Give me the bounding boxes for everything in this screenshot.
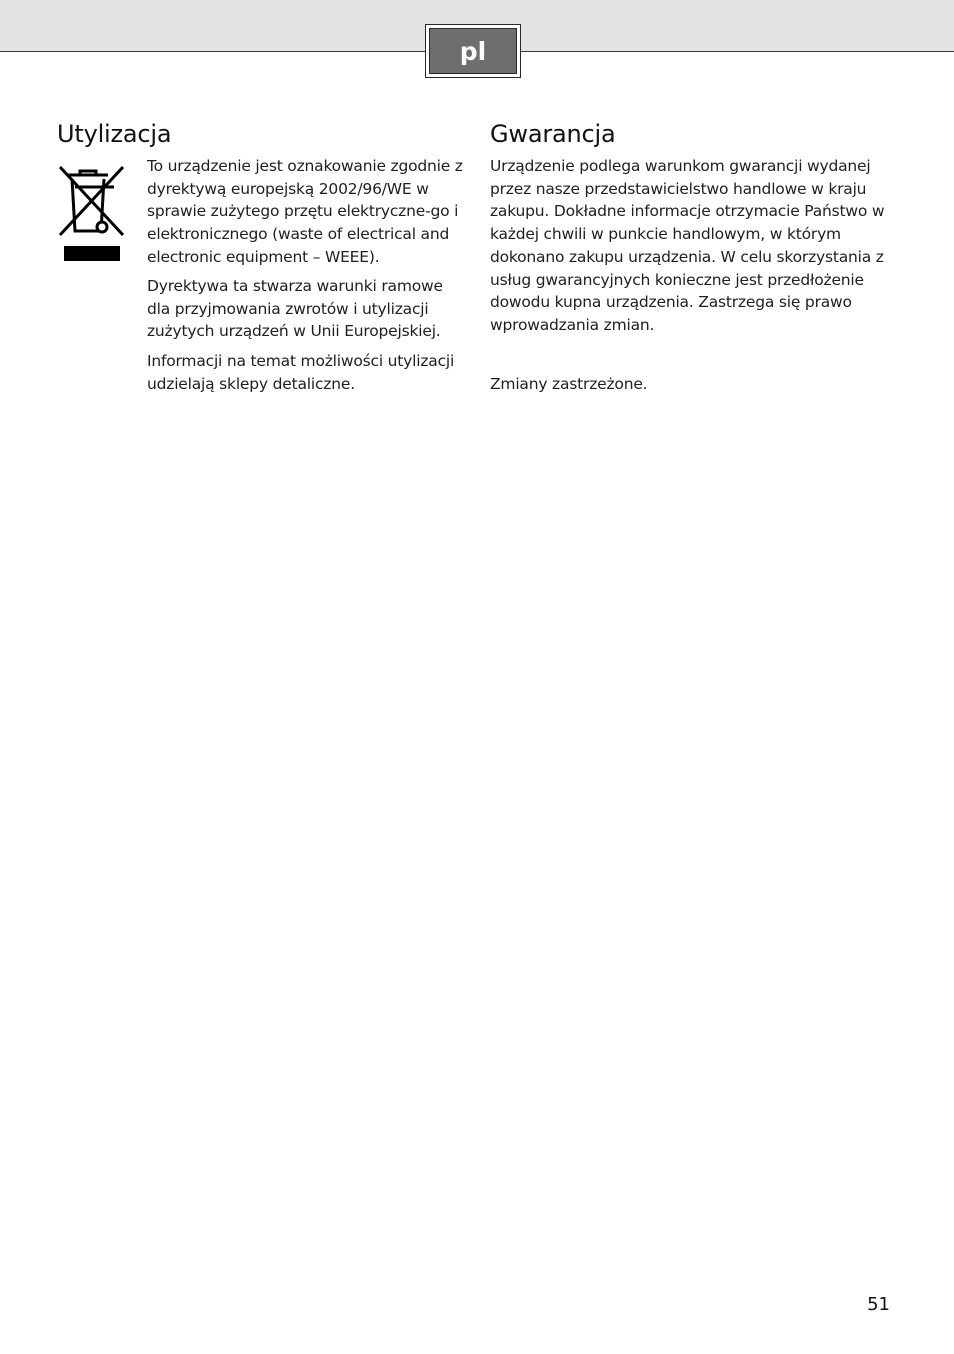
crossed-out-wheelie-bin-icon — [58, 165, 126, 263]
warranty-note: Zmiany zastrzeżone. — [490, 375, 648, 393]
page-number: 51 — [867, 1294, 890, 1315]
disposal-paragraph-2: Dyrektywa ta stwarza warunki ramowe dla przyjmowania zwrotów i utylizacji zużytych urządzeń w Unii Europejskiej. — [147, 277, 443, 341]
warranty-heading: Gwarancja — [490, 120, 616, 148]
language-tab-label: pl — [429, 28, 517, 74]
disposal-heading: Utylizacja — [57, 120, 172, 148]
disposal-paragraph-3: Informacji na temat możliwości utylizacji udzielają sklepy detaliczne. — [147, 352, 455, 393]
language-tab — [425, 24, 521, 78]
disposal-paragraph-1: To urządzenie jest oznakowanie zgodnie z dyrektywą europejską 2002/96/WE w sprawie zużytego przętu elektryczne-go i elektronicznego (waste of electrical and electronic equipment – WEEE). — [147, 157, 463, 266]
warranty-paragraph: Urządzenie podlega warunkom gwarancji wydanej przez nasze przedstawicielstwo handlowe w kraju zakupu. Dokładne informacje otrzymacie Państwo w każdej chwili w punkcie handlowym, w którym dokonano zakupu urządzenia. W celu skorzystania z usług gwarancyjnych konieczne jest przedłożenie dowodu kupna urządzenia. Zastrzega się prawo wprowadzania zmian. — [490, 157, 885, 334]
